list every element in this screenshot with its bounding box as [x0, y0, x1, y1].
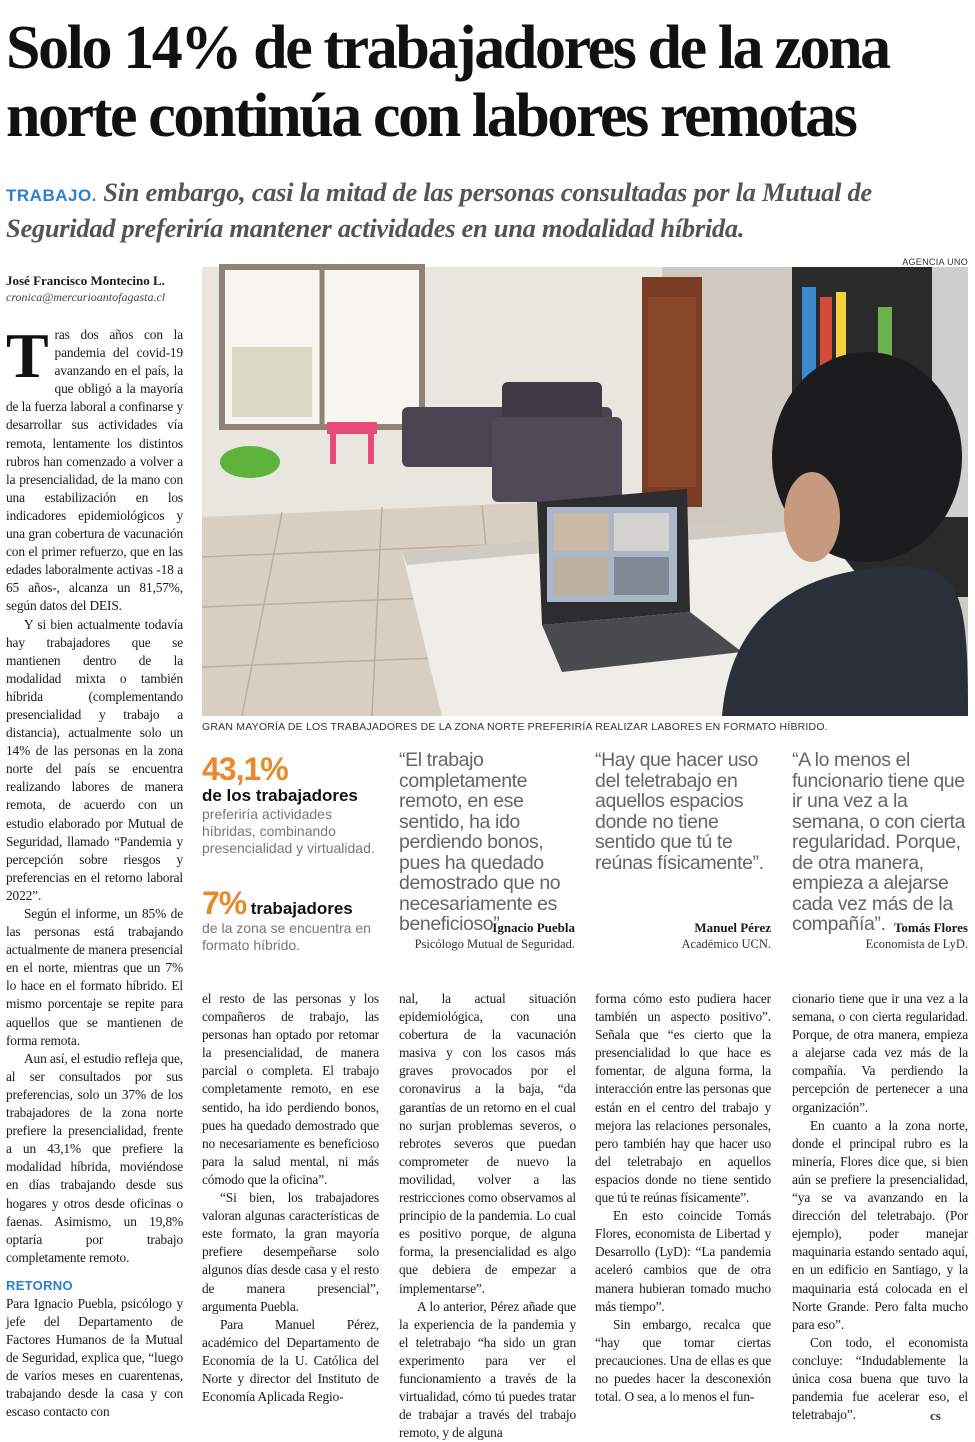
- body-paragraph: nal, la actual situación epidemiológica, con una cobertura de la vacunación masiva y con los casos más graves provocados por el coronavirus a la baja, “da garantías de un retorno en el cual no surjan problemas severos, o rebrotes severos que puedan comprometer de nuevo la movilidad, volver a las restricciones como observamos al principio de la pandemia. Lo cual es positivo porque, de alguna forma, la presencialidad es algo que debiera de empezar a implementarse”.: [399, 991, 576, 1296]
- body-paragraph: Según el informe, un 85% de las personas está trabajando actualmente de manera presencial en el norte, mientras que un 7% lo hace en el formato híbrido. El mismo porcentaje se repite para aquellos que se mantienen de forma remota.: [6, 906, 183, 1048]
- quote-2: “Hay que hacer uso del teletrabajo en aquellos espacios donde no tiene sentido que tú te reúnas físicamente”.: [595, 749, 764, 874]
- stat-header: [202, 886, 382, 920]
- body-paragraph: “Si bien, los trabajadores valoran algunas características de este formato, la gran mayoría prefiere desempeñarse solo algunos días desde casa y el resto de manera presencial”, argumenta Puebla.: [202, 1190, 379, 1314]
- quote-3-name: Tomás Flores: [893, 920, 968, 935]
- body-paragraph: Para Ignacio Puebla, psicólogo y jefe del Departamento de Factores Humanos de la Mutual de Seguridad, explica que, “luego de varios meses en cuarentenas, trabajando desde la casa y con escaso contacto con: [6, 1295, 183, 1420]
- stat-block-2: [202, 886, 382, 954]
- body-paragraph: Sin embargo, recalca que “hay que tomar ciertas precauciones. Una de ellas es que no puedes hacer la desconexión total. O sea, a lo menos el fun-: [595, 1316, 771, 1405]
- stat-description: de la zona se encuentra en formato híbrido.: [202, 920, 371, 953]
- headline: Solo 14% de trabajadores de la zona norte continúa con labores remotas: [6, 14, 889, 150]
- stat-description: preferiría actividades híbridas, combinando presencialidad y virtualidad.: [202, 806, 375, 856]
- subhead: [6, 176, 968, 245]
- stat-value: 7%: [202, 885, 247, 921]
- stat-value: 43,1%: [202, 751, 288, 787]
- body-paragraph: Con todo, el economista concluye: “Indudablemente la única cosa buena que tuvo la pandemia fue acelerar eso, el teletrabajo”.: [792, 1334, 968, 1423]
- quote-1: “El trabajo completamente remoto, en ese sentido, ha ido perdiendo bonos, pues ha quedado demostrado que no necesariamente es beneficioso”.: [399, 749, 561, 935]
- quote-1-role: Psicólogo Mutual de Seguridad.: [414, 937, 575, 951]
- body-paragraph: Aun así, el estudio refleja que, al ser consultados por sus preferencias, solo un 37% de los trabajadores de la zona norte prefiere la presencialidad, frente a un 43,1% que prefiere la modalidad híbrida, moviéndose en días trabajando desde sus hogares y otros desde oficinas o faenas. Asimismo, un 19,8% optaría por trabajo completamente remoto.: [6, 1050, 183, 1265]
- byline: [6, 272, 196, 306]
- body-paragraph: A lo anterior, Pérez añade que la experiencia de la pandemia y el teletrabajo “ha sido un gran experimento para ver el funcionamiento a través de la virtualidad, cómo tú puedes tratar de trabajar a través del trabajo remoto, y de alguna: [399, 1298, 576, 1441]
- paragraph-text: ras dos años con la pandemia del covid-19 avanzando en el país, la que obligó a la mayoría de la fuerza laboral a confinarse y desarrollar sus actividades vía remota, lentamente los distintos rubros han comenzado a volver a la presencialidad, de la mano con una estabilización en los indicadores epidemiológicos y una gran cobertura de vacunación con el primer refuerzo, que en las edades laboralmente activas -18 a 65 años-, alcanza un 81,57%, según datos del DEIS.: [6, 327, 183, 614]
- quote-2-role: Académico UCN.: [681, 937, 771, 951]
- author-name: José Francisco Montecino L.: [6, 273, 165, 288]
- quote-2-name: Manuel Pérez: [694, 920, 771, 935]
- quote-1-name: Ignacio Puebla: [492, 920, 575, 935]
- photo-credit: AGENCIA UNO: [902, 257, 968, 267]
- author-email: cronica@mercurioantofagasta.cl: [6, 290, 166, 304]
- section-tag: TRABAJO.: [6, 186, 97, 205]
- section-heading: RETORNO: [6, 1277, 73, 1293]
- photo-illustration: [202, 267, 968, 716]
- body-column-1: [6, 320, 183, 1422]
- body-paragraph: En cuanto a la zona norte, donde el principal rubro es la minería, Flores dice que, si bien aún se prefiere la presencialidad, “ya se va avanzando en la dirección del teletrabajo. (Por ejemplo), poder manejar maquinaria estando sentado aquí, en un edificio en Santiago, y la maquinaria está colocada en el Norte Grande. Pero falta mucho para eso”.: [792, 1117, 968, 1332]
- body-column-2: [202, 990, 379, 1406]
- stat-lead: trabajadores: [250, 899, 353, 918]
- body-paragraph: el resto de las personas y los compañeros de trabajo, las personas han optado por retomar la presencialidad, de manera parcial o completa. El trabajo completamente remoto, en ese sentido, ha ido perdiendo bonos, pues ha quedado demostrado que no necesariamente es beneficioso para la salud mental, ni más cómodo que la oficina”.: [202, 991, 379, 1187]
- body-paragraph: [6, 320, 183, 616]
- stat-block-1: [202, 752, 382, 857]
- body-paragraph: forma cómo esto pudiera hacer también un aspecto positivo”. Señala que “es cierto que la presencialidad lo que hace es fomentar, de alguna forma, la interacción entre las personas que están en el centro del trabajo y mejora las relaciones personales, pero también hay que hacer uso del teletrabajo en aquellos espacios donde no tiene sentido que tú te reúnas físicamente”.: [595, 991, 771, 1206]
- quote-3-role: Economista de LyD.: [865, 937, 968, 951]
- body-paragraph: Y si bien actualmente todavía hay trabajadores que se mantienen dentro de la modalidad mixta o también híbrida (complementando presencialidad y trabajo a distancia), actualmente solo un 14% de las personas en la zona norte del país se encuentra realizando labores de manera remota, de acuerdo con un estudio elaborado por Mutual de Seguridad, llamado “Pandemia y percepción sobre riesgos y preferencias en el retorno laboral 2022”.: [6, 616, 183, 903]
- article-photo: [202, 267, 968, 716]
- body-paragraph: Para Manuel Pérez, académico del Departamento de Economía de la U. Católica del Norte y director del Instituto de Economía Aplicada Regio-: [202, 1316, 379, 1405]
- end-mark: cs: [930, 1408, 941, 1423]
- body-paragraph: En esto coincide Tomás Flores, economista de Libertad y Desarrollo (LyD): “La pandemia aceleró cambios que de otra manera hubieran tomado mucho más tiempo”.: [595, 1208, 771, 1314]
- dropcap: T: [6, 320, 49, 391]
- body-column-5: [792, 990, 968, 1424]
- quote-3: “A lo menos el funcionario tiene que ir una vez a la semana, o con cierta regularidad. Porque, de otra manera, empieza a alejarse cada vez más de la compañía”.: [792, 749, 966, 935]
- body-paragraph: cionario tiene que ir una vez a la semana, o con cierta regularidad. Porque, de otra manera, empieza a alejarse cada vez más de la compañía. Va perdiendo la percepción de pertenecer a una organización”.: [792, 991, 968, 1115]
- stat-lead: de los trabajadores: [202, 786, 358, 805]
- body-column-3: [399, 990, 576, 1442]
- subhead-text: Sin embargo, casi la mitad de las personas consultadas por la Mutual de Seguridad preferiría mantener actividades en una modalidad híbrida.: [6, 177, 872, 243]
- body-column-4: [595, 990, 771, 1406]
- photo-caption: GRAN MAYORÍA DE LOS TRABAJADORES DE LA ZONA NORTE PREFERIRÍA REALIZAR LABORES EN FORMATO HÍBRIDO.: [202, 721, 828, 733]
